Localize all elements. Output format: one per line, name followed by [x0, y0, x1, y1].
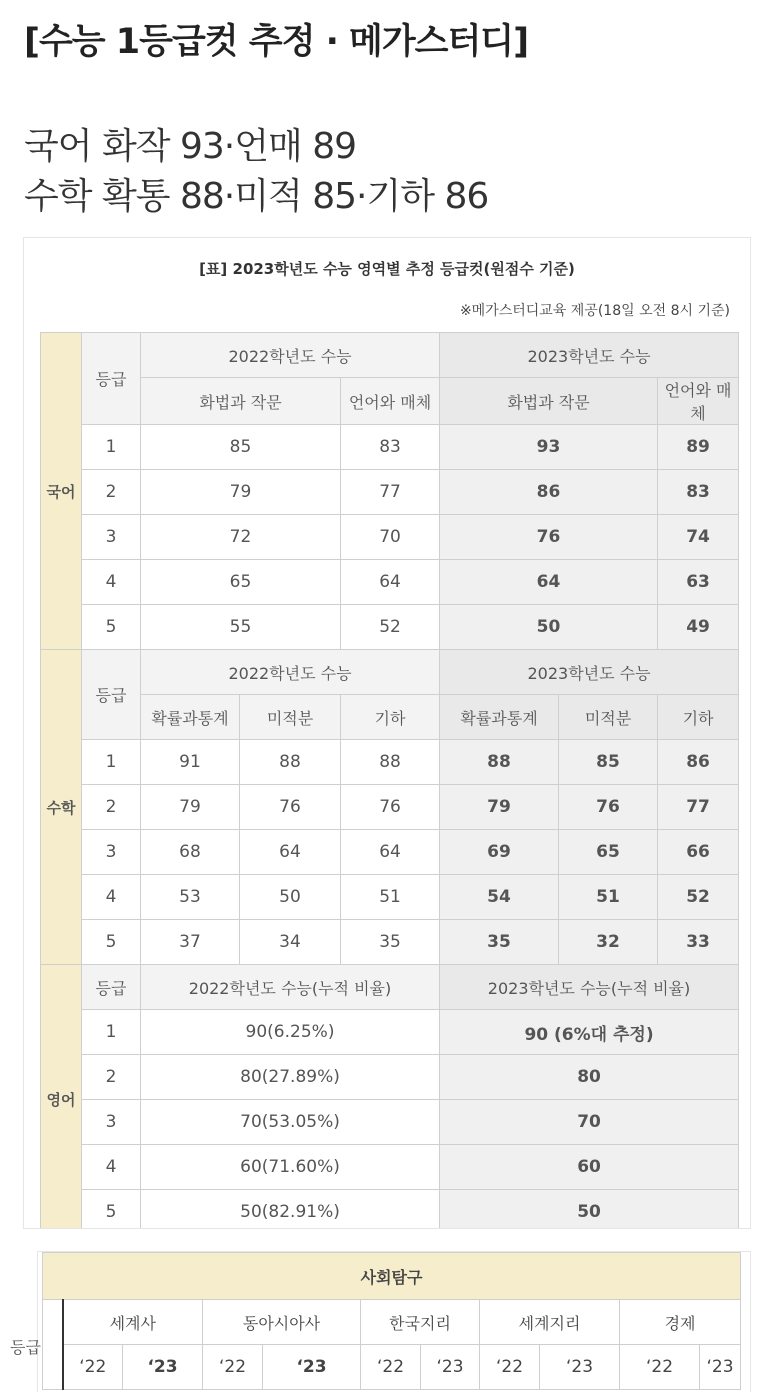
value-cell: 51 — [341, 875, 440, 920]
grade-cut-table — [40, 332, 739, 1228]
col-header: 기하 — [341, 695, 440, 740]
social-studies-title: 사회탐구 — [43, 1253, 741, 1300]
subject-math: 수학 — [41, 650, 82, 965]
value-cell: 53 — [141, 875, 240, 920]
english-2023-header: 2023학년도 수능(누적 비율) — [440, 965, 739, 1010]
table-row — [41, 515, 739, 560]
table-row — [41, 1100, 739, 1145]
year-2023-header: 2023학년도 수능 — [440, 650, 739, 695]
value-cell: 33 — [658, 920, 739, 965]
table-row — [41, 920, 739, 965]
value-cell: 35 — [341, 920, 440, 965]
table-row — [41, 425, 739, 470]
value-cell: 70 — [440, 1100, 739, 1145]
year-22-cell: ‘22 — [480, 1345, 540, 1390]
value-cell: 76 — [341, 785, 440, 830]
value-cell: 50 — [440, 1190, 739, 1229]
subject-header: 세계사 — [63, 1300, 203, 1345]
grade-cell: 3 — [82, 1100, 141, 1145]
grade-cell: 2 — [82, 470, 141, 515]
value-cell: 49 — [658, 605, 739, 650]
summary-math: 수학 확통 88·미적 85·기하 86 — [24, 176, 489, 217]
value-cell: 64 — [341, 560, 440, 605]
value-cell: 88 — [240, 740, 341, 785]
value-cell: 76 — [240, 785, 341, 830]
table-note: ※메가스터디교육 제공(18일 오전 8시 기준) — [459, 303, 730, 319]
table-title: [표] 2023학년도 수능 영역별 추정 등급컷(원점수 기준) — [199, 260, 575, 278]
value-cell: 64 — [341, 830, 440, 875]
col-header: 언어와 매체 — [658, 378, 739, 425]
value-cell: 77 — [341, 470, 440, 515]
table-row — [41, 470, 739, 515]
value-cell: 51 — [559, 875, 658, 920]
value-cell: 88 — [440, 740, 559, 785]
table-row — [41, 830, 739, 875]
table-row — [41, 785, 739, 830]
value-cell: 85 — [141, 425, 341, 470]
grade-cell: 4 — [82, 1145, 141, 1190]
value-cell: 76 — [559, 785, 658, 830]
grade-cell: 5 — [82, 1190, 141, 1229]
subject-header: 세계지리 — [480, 1300, 620, 1345]
value-cell: 54 — [440, 875, 559, 920]
value-cell: 69 — [440, 830, 559, 875]
value-cell: 52 — [658, 875, 739, 920]
value-cell: 79 — [440, 785, 559, 830]
value-cell: 64 — [440, 560, 658, 605]
grade-header: 등급 — [82, 650, 141, 740]
col-header: 화법과 작문 — [141, 378, 341, 425]
value-cell: 77 — [658, 785, 739, 830]
table-row — [41, 1190, 739, 1229]
year-23-cell: ‘23 — [421, 1345, 480, 1390]
col-header: 확률과통계 — [440, 695, 559, 740]
value-cell: 79 — [141, 785, 240, 830]
grade-cut-card — [24, 238, 750, 1228]
value-cell: 50 — [440, 605, 658, 650]
grade-header: 등급 — [82, 333, 141, 425]
value-cell: 76 — [440, 515, 658, 560]
grade-cell: 2 — [82, 1055, 141, 1100]
grade-cell: 1 — [82, 740, 141, 785]
col-header: 미적분 — [240, 695, 341, 740]
value-cell: 88 — [341, 740, 440, 785]
year-2022-header: 2022학년도 수능 — [141, 650, 440, 695]
value-cell: 80 — [440, 1055, 739, 1100]
grade-cell: 1 — [82, 1010, 141, 1055]
value-cell: 52 — [341, 605, 440, 650]
value-cell: 60(71.60%) — [141, 1145, 440, 1190]
english-2022-header: 2022학년도 수능(누적 비율) — [141, 965, 440, 1010]
grade-spacer — [43, 1300, 63, 1390]
value-cell: 80(27.89%) — [141, 1055, 440, 1100]
value-cell: 60 — [440, 1145, 739, 1190]
col-header: 기하 — [658, 695, 739, 740]
value-cell: 90(6.25%) — [141, 1010, 440, 1055]
grade-cell: 5 — [82, 920, 141, 965]
value-cell: 86 — [658, 740, 739, 785]
value-cell: 91 — [141, 740, 240, 785]
year-23-cell: ‘23 — [263, 1345, 361, 1390]
grade-cell: 3 — [82, 515, 141, 560]
col-header: 확률과통계 — [141, 695, 240, 740]
value-cell: 63 — [658, 560, 739, 605]
grade-cell: 1 — [82, 425, 141, 470]
col-header: 미적분 — [559, 695, 658, 740]
value-cell: 70 — [341, 515, 440, 560]
year-22-cell: ‘22 — [63, 1345, 123, 1390]
social-studies-table — [42, 1252, 741, 1390]
value-cell: 83 — [341, 425, 440, 470]
value-cell: 93 — [440, 425, 658, 470]
summary-korean: 국어 화작 93·언매 89 — [24, 126, 357, 167]
table-row — [41, 1145, 739, 1190]
subject-english: 영어 — [41, 965, 82, 1229]
table-row — [41, 1010, 739, 1055]
year-23-cell: ‘23 — [540, 1345, 620, 1390]
grade-cell: 4 — [82, 875, 141, 920]
grade-cell: 2 — [82, 785, 141, 830]
value-cell: 34 — [240, 920, 341, 965]
grade-cell: 4 — [82, 560, 141, 605]
year-23-cell: ‘23 — [123, 1345, 203, 1390]
value-cell: 35 — [440, 920, 559, 965]
value-cell: 72 — [141, 515, 341, 560]
value-cell: 86 — [440, 470, 658, 515]
value-cell: 70(53.05%) — [141, 1100, 440, 1145]
value-cell: 74 — [658, 515, 739, 560]
subject-header: 경제 — [620, 1300, 741, 1345]
table-row — [41, 740, 739, 785]
value-cell: 83 — [658, 470, 739, 515]
value-cell: 65 — [559, 830, 658, 875]
year-2022-header: 2022학년도 수능 — [141, 333, 440, 378]
table-row — [41, 605, 739, 650]
social-studies-card — [38, 1252, 750, 1392]
year-22-cell: ‘22 — [361, 1345, 421, 1390]
value-cell: 85 — [559, 740, 658, 785]
value-cell: 32 — [559, 920, 658, 965]
col-header: 화법과 작문 — [440, 378, 658, 425]
value-cell: 68 — [141, 830, 240, 875]
value-cell: 50(82.91%) — [141, 1190, 440, 1229]
subject-korean: 국어 — [41, 333, 82, 650]
year-22-cell: ‘22 — [620, 1345, 700, 1390]
grade-cell: 3 — [82, 830, 141, 875]
value-cell: 50 — [240, 875, 341, 920]
year-2023-header: 2023학년도 수능 — [440, 333, 739, 378]
value-cell: 66 — [658, 830, 739, 875]
value-cell: 55 — [141, 605, 341, 650]
value-cell: 89 — [658, 425, 739, 470]
social-grade-label: 등급 — [10, 1338, 41, 1357]
grade-cell: 5 — [82, 605, 141, 650]
table-row — [41, 1055, 739, 1100]
table-row — [41, 875, 739, 920]
grade-header: 등급 — [82, 965, 141, 1010]
subject-header: 한국지리 — [361, 1300, 480, 1345]
subject-header: 동아시아사 — [203, 1300, 361, 1345]
value-cell: 79 — [141, 470, 341, 515]
headline: [수능 1등급컷 추정 · 메가스터디] — [24, 22, 529, 62]
col-header: 언어와 매체 — [341, 378, 440, 425]
value-cell: 65 — [141, 560, 341, 605]
year-22-cell: ‘22 — [203, 1345, 263, 1390]
value-cell: 90 (6%대 추정) — [440, 1010, 739, 1055]
year-23-cell: ‘23 — [700, 1345, 741, 1390]
value-cell: 64 — [240, 830, 341, 875]
value-cell: 37 — [141, 920, 240, 965]
table-row — [41, 560, 739, 605]
